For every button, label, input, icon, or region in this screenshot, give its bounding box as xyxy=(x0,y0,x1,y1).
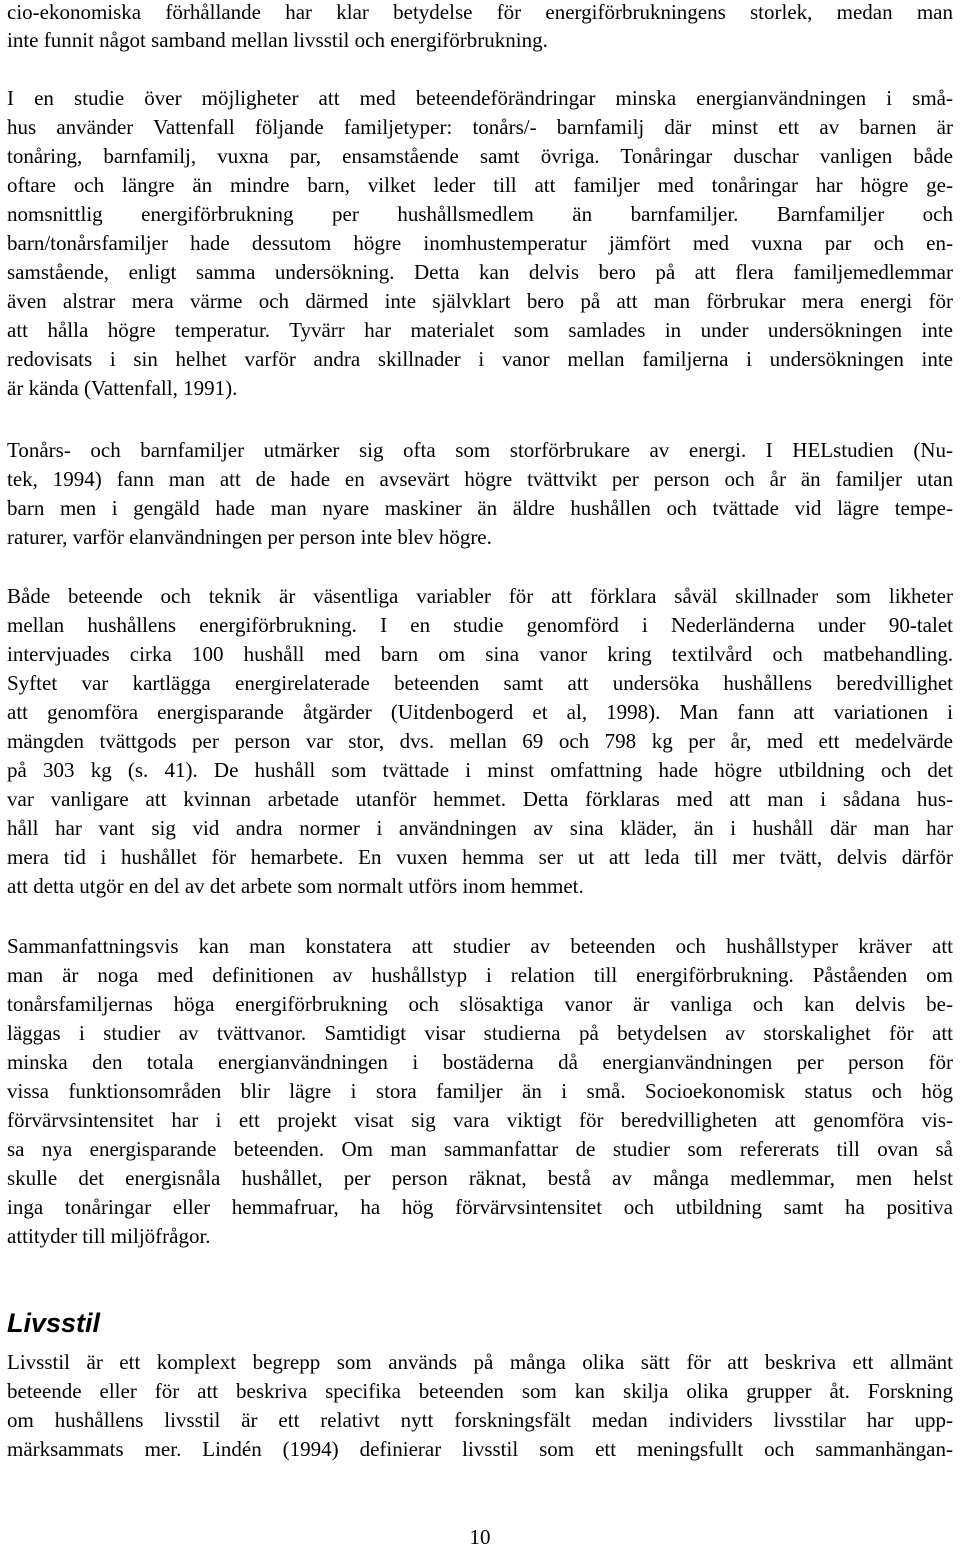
text-line: förvärvsintensitet har i ett projekt visat sig vara viktigt för beredvilligheten att genomföra vis- xyxy=(7,1108,953,1132)
text-line: märksammats mer. Lindén (1994) definierar livsstil som ett meningsfullt och sammanhängan- xyxy=(7,1437,953,1461)
text-line: om hushållens livsstil är ett relativt nytt forskningsfält medan individers livsstilar har upp- xyxy=(7,1408,953,1432)
text-line: sa nya energisparande beteenden. Om man sammanfattar de studier som refererats till ovan så xyxy=(7,1137,953,1161)
text-line: attityder till miljöfrågor. xyxy=(7,1224,211,1248)
text-line: tonåring, barnfamilj, vuxna par, ensamstående samt övriga. Tonåringar duschar vanligen både xyxy=(7,144,953,168)
text-line: var vanligare att kvinnan arbetade utanför hemmet. Detta förklaras med att man i sådana hus- xyxy=(7,787,953,811)
section-heading: Livsstil xyxy=(7,1308,101,1338)
text-line: intervjuades cirka 100 hushåll med barn om sina vanor kring textilvård och matbehandling. xyxy=(7,642,953,666)
text-line: man är noga med definitionen av hushållstyp i relation till energiförbrukning. Påståenden om xyxy=(7,963,953,987)
text-line: att hålla högre temperatur. Tyvärr har materialet som samlades in under undersökningen inte xyxy=(7,318,953,342)
text-line: samstående, enligt samma undersökning. Detta kan delvis bero på att flera familjemedlemmar xyxy=(7,260,953,284)
text-line: barn/tonårsfamiljer hade dessutom högre inomhustemperatur jämfört med vuxna par och en- xyxy=(7,231,953,255)
text-line: på 303 kg (s. 41). De hushåll som tvättade i minst omfattning hade högre utbildning och det xyxy=(7,758,953,782)
text-line: I en studie över möjligheter att med beteendeförändringar minska energianvändningen i små- xyxy=(7,86,953,110)
text-line: även alstrar mera värme och därmed inte självklart bero på att man förbrukar mera energi för xyxy=(7,289,953,313)
text-line: beteende eller för att beskriva specifika beteenden som kan skilja olika grupper åt. Forskning xyxy=(7,1379,953,1403)
text-line: mängden tvättgods per person var stor, dvs. mellan 69 och 798 kg per år, med ett medelvärde xyxy=(7,729,953,753)
text-line: nomsnittlig energiförbrukning per hushållsmedlem än barnfamiljer. Barnfamiljer och xyxy=(7,202,953,226)
text-line: läggas i studier av tvättvanor. Samtidigt visar studierna på betydelsen av storskalighet för att xyxy=(7,1021,953,1045)
text-line: minska den totala energianvändningen i bostäderna då energianvändningen per person för xyxy=(7,1050,953,1074)
text-line: oftare och längre än mindre barn, vilket leder till att familjer med tonåringar har högre ge- xyxy=(7,173,953,197)
text-line: inte funnit något samband mellan livsstil och energiförbrukning. xyxy=(7,28,548,52)
text-line: är kända (Vattenfall, 1991). xyxy=(7,376,238,400)
text-line: tek, 1994) fann man att de hade en avsevärt högre tvättvikt per person och år än familjer utan xyxy=(7,467,953,491)
text-line: cio-ekonomiska förhållande har klar betydelse för energiförbrukningens storlek, medan man xyxy=(7,0,953,24)
text-line: Syftet var kartlägga energirelaterade beteenden samt att undersöka hushållens beredvillighet xyxy=(7,671,953,695)
text-line: raturer, varför elanvändningen per person inte blev högre. xyxy=(7,525,492,549)
text-line: skulle det energisnåla hushållet, per person räknat, bestå av många medlemmar, men helst xyxy=(7,1166,953,1190)
text-line: Sammanfattningsvis kan man konstatera att studier av beteenden och hushållstyper kräver att xyxy=(7,934,953,958)
text-line: tonårsfamiljernas höga energiförbrukning och slösaktiga vanor är vanliga och kan delvis be- xyxy=(7,992,953,1016)
text-line: Livsstil är ett komplext begrepp som används på många olika sätt för att beskriva ett allmänt xyxy=(7,1350,953,1374)
text-line: att detta utgör en del av det arbete som normalt utförs inom hemmet. xyxy=(7,874,584,898)
text-line: Tonårs- och barnfamiljer utmärker sig ofta som storförbrukare av energi. I HELstudien (Nu- xyxy=(7,438,953,462)
text-line: mellan hushållens energiförbrukning. I en studie genomförd i Nederländerna under 90-talet xyxy=(7,613,953,637)
text-line: redovisats i sin helhet varför andra skillnader i vanor mellan familjerna i undersökningen inte xyxy=(7,347,953,371)
text-line: inga tonåringar eller hemmafruar, ha hög förvärvsintensitet och utbildning samt ha positiva xyxy=(7,1195,953,1219)
text-line: barn men i gengäld hade man nyare maskiner än äldre hushållen och tvättade vid lägre tempe- xyxy=(7,496,953,520)
text-line: hus använder Vattenfall följande familjetyper: tonårs/- barnfamilj där minst ett av barnen är xyxy=(7,115,953,139)
text-line: vissa funktionsområden blir lägre i stora familjer än i små. Socioekonomisk status och hög xyxy=(7,1079,953,1103)
text-line: Både beteende och teknik är väsentliga variabler för att förklara såväl skillnader som likheter xyxy=(7,584,953,608)
page-number: 10 xyxy=(469,1525,491,1549)
text-line: håll har vant sig vid andra normer i användningen av sina kläder, än i hushåll där man har xyxy=(7,816,953,840)
text-line: mera tid i hushållet för hemarbete. En vuxen hemma ser ut att leda till mer tvätt, delvis därför xyxy=(7,845,953,869)
text-line: att genomföra energisparande åtgärder (Uitdenbogerd et al, 1998). Man fann att variationen i xyxy=(7,700,953,724)
